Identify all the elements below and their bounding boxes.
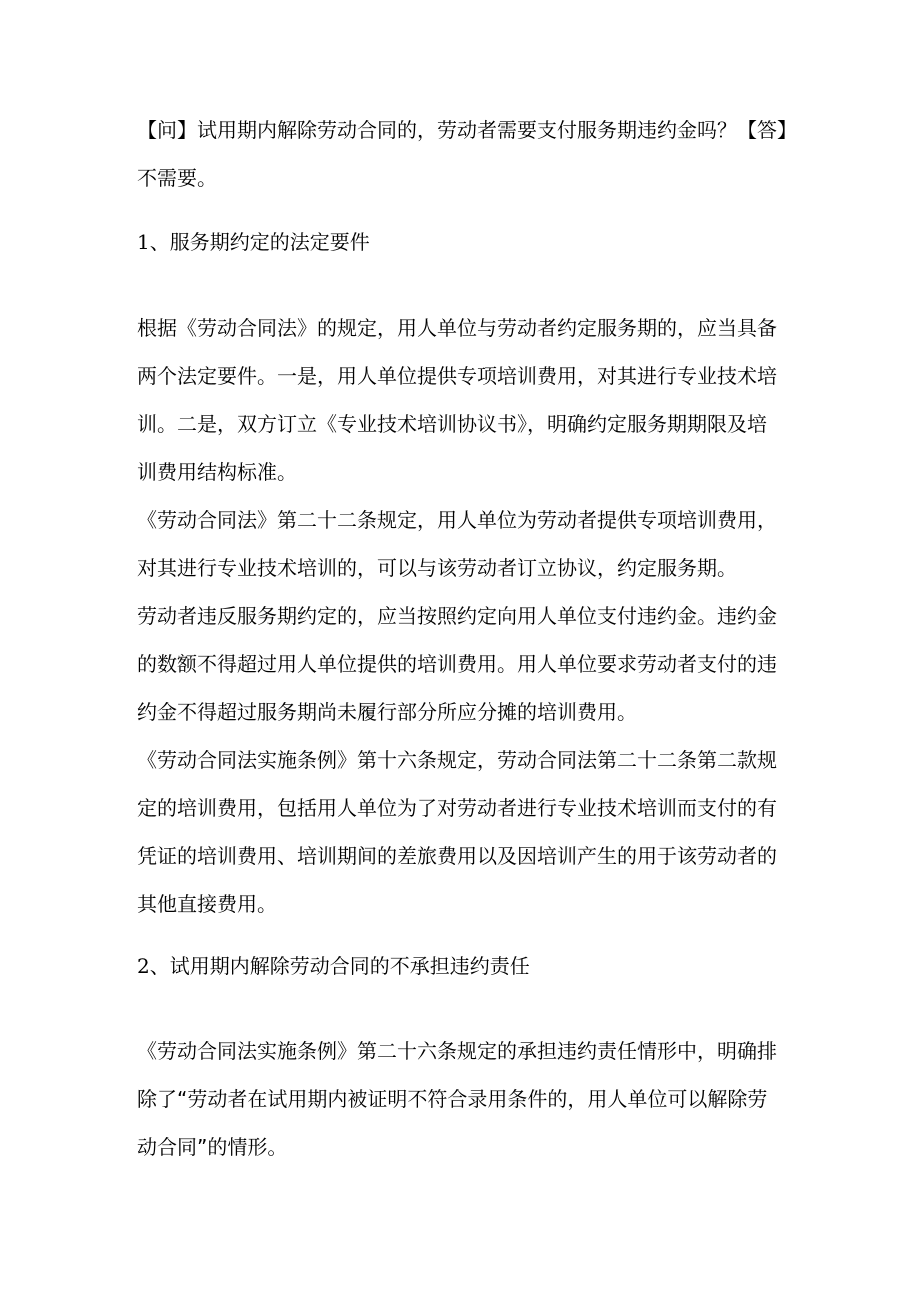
- body-paragraph-2: [137, 1027, 797, 1171]
- text-line: 《劳动合同法实施条例》第十六条规定，劳动合同法第二十二条第二款规: [137, 748, 777, 772]
- text-line: 定的培训费用，包括用人单位为了对劳动者进行专业技术培训而支付的有: [137, 796, 777, 820]
- section-number: 1: [137, 230, 150, 254]
- text-line: 凭证的培训费用、培训期间的差旅费用以及因培训产生的用于该劳动者的: [137, 844, 777, 868]
- text-line: 两个法定要件。一是，用人单位提供专项培训费用，对其进行专业技术培: [137, 364, 777, 388]
- text-line: 《劳动合同法实施条例》第二十六条规定的承担违约责任情形中，明确排: [137, 1039, 777, 1063]
- text-line: 训。二是，双方订立《专业技术培训协议书》，明确约定服务期期限及培: [137, 412, 767, 436]
- section-number: 2: [137, 954, 150, 978]
- text-line: 根据《劳动合同法》的规定，用人单位与劳动者约定服务期的，应当具备: [137, 316, 777, 340]
- body-paragraph-1: [137, 304, 797, 928]
- qa-line: 【问】试用期内解除劳动合同的，劳动者需要支付服务期违约金吗？【答】: [137, 118, 797, 142]
- text-line: 除了“劳动者在试用期内被证明不符合录用条件的，用人单位可以解除劳: [137, 1087, 768, 1111]
- text-line: 训费用结构标准。: [137, 460, 297, 484]
- section-heading-2: [137, 942, 797, 990]
- section-title: 、服务期约定的法定要件: [149, 230, 370, 254]
- qa-paragraph: [137, 106, 797, 202]
- text-line: 对其进行专业技术培训的，可以与该劳动者订立协议，约定服务期。: [137, 556, 737, 580]
- section-title: 、试用期内解除劳动合同的不承担违约责任: [149, 954, 530, 978]
- text-line: 《劳动合同法》第二十二条规定，用人单位为劳动者提供专项培训费用，: [137, 508, 777, 532]
- section-heading-1: [137, 218, 797, 266]
- qa-line: 不需要。: [137, 166, 217, 190]
- text-line: 其他直接费用。: [137, 892, 277, 916]
- text-line: 的数额不得超过用人单位提供的培训费用。用人单位要求劳动者支付的违: [137, 652, 777, 676]
- text-line: 劳动者违反服务期约定的，应当按照约定向用人单位支付违约金。违约金: [137, 604, 777, 628]
- text-line: 动合同”的情形。: [137, 1135, 288, 1159]
- text-line: 约金不得超过服务期尚未履行部分所应分摊的培训费用。: [137, 700, 637, 724]
